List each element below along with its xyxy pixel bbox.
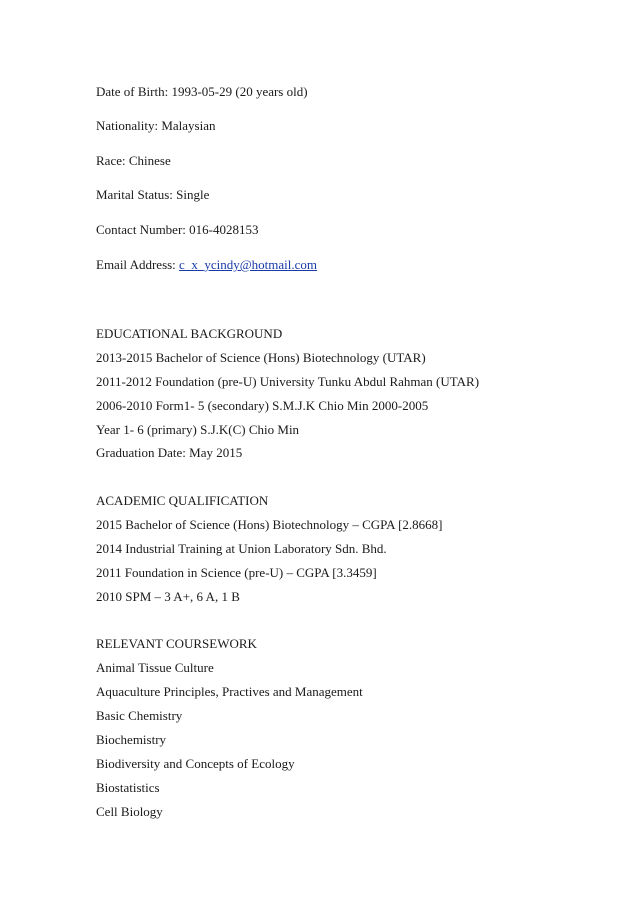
- coursework-item: Biochemistry: [96, 732, 167, 747]
- academic-item: 2015 Bachelor of Science (Hons) Biotechnology – CGPA [2.8668]: [96, 517, 443, 532]
- academic-item: 2011 Foundation in Science (pre-U) – CGPA [3.3459]: [96, 565, 377, 580]
- coursework-item: Animal Tissue Culture: [96, 660, 214, 675]
- email-label: Email Address:: [96, 257, 176, 272]
- education-item: 2013-2015 Bachelor of Science (Hons) Biotechnology (UTAR): [96, 350, 426, 365]
- education-heading: EDUCATIONAL BACKGROUND: [96, 326, 283, 341]
- education-item: Year 1- 6 (primary) S.J.K(C) Chio Min: [96, 422, 300, 437]
- email-link[interactable]: c_x_ycindy@hotmail.com: [179, 257, 318, 272]
- coursework-heading: RELEVANT COURSEWORK: [96, 636, 257, 651]
- academic-heading: ACADEMIC QUALIFICATION: [96, 493, 269, 508]
- coursework-item: Cell Biology: [96, 804, 163, 819]
- coursework-item: Biostatistics: [96, 780, 160, 795]
- email-address-row: [96, 257, 317, 273]
- education-item: 2011-2012 Foundation (pre-U) University Tunku Abdul Rahman (UTAR): [96, 374, 480, 389]
- nationality: Nationality: Malaysian: [96, 118, 216, 133]
- academic-item: 2014 Industrial Training at Union Laboratory Sdn. Bhd.: [96, 541, 387, 556]
- race: Race: Chinese: [96, 153, 171, 168]
- contact-number: Contact Number: 016-4028153: [96, 222, 259, 237]
- date-of-birth: Date of Birth: 1993-05-29 (20 years old): [96, 84, 308, 99]
- graduation-date: Graduation Date: May 2015: [96, 445, 243, 460]
- coursework-item: Basic Chemistry: [96, 708, 183, 723]
- education-item: 2006-2010 Form1- 5 (secondary) S.M.J.K Chio Min 2000-2005: [96, 398, 429, 413]
- coursework-item: Biodiversity and Concepts of Ecology: [96, 756, 295, 771]
- coursework-item: Aquaculture Principles, Practives and Management: [96, 684, 363, 699]
- academic-item: 2010 SPM – 3 A+, 6 A, 1 B: [96, 589, 240, 604]
- marital-status: Marital Status: Single: [96, 187, 210, 202]
